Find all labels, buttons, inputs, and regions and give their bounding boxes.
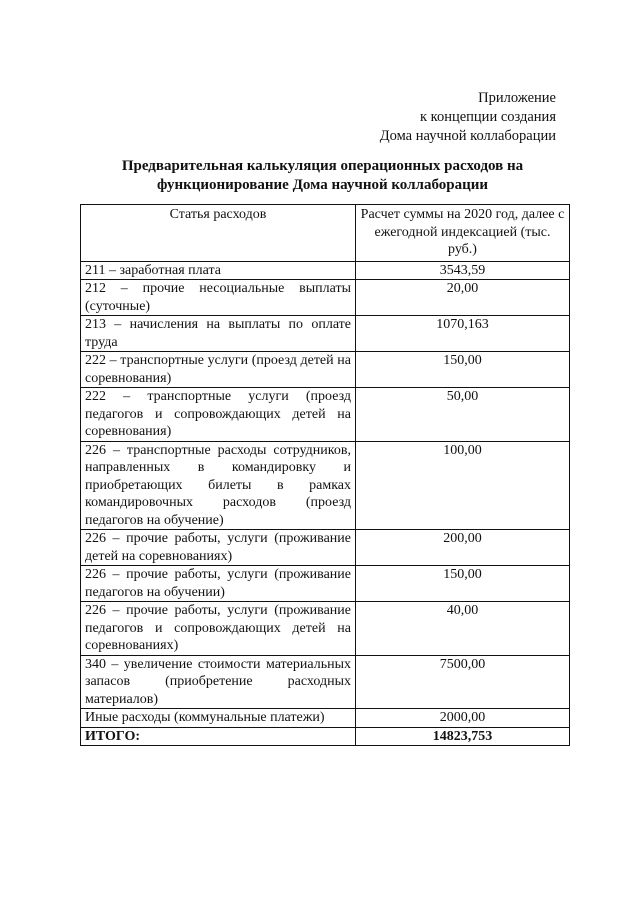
row-item: 226 – прочие работы, услуги (проживание педагогов и сопровождающих детей на соревнованиях): [81, 602, 356, 656]
row-amount: 2000,00: [356, 709, 570, 728]
row-amount: 200,00: [356, 530, 570, 566]
table-row: [81, 602, 570, 656]
appendix-note: [380, 89, 556, 146]
table-row: [81, 709, 570, 728]
row-amount: 150,00: [356, 352, 570, 388]
row-item: 222 – транспортные услуги (проезд детей на соревнования): [81, 352, 356, 388]
table-row: [81, 530, 570, 566]
row-amount: 3543,59: [356, 261, 570, 280]
row-item: 222 – транспортные услуги (проезд педагогов и сопровождающих детей на соревнования): [81, 388, 356, 442]
row-item: 340 – увеличение стоимости материальных запасов (приобретение расходных материалов): [81, 655, 356, 709]
row-amount: 50,00: [356, 388, 570, 442]
table-row: [81, 316, 570, 352]
appendix-line-2: к концепции создания: [419, 109, 556, 125]
row-item: 226 – прочие работы, услуги (проживание детей на соревнованиях): [81, 530, 356, 566]
row-item: Иные расходы (коммунальные платежи): [81, 709, 356, 728]
header-amount: Расчет суммы на 2020 год, далее с ежегодной индексацией (тыс. руб.): [356, 205, 570, 262]
row-item: 226 – прочие работы, услуги (проживание педагогов на обучении): [81, 566, 356, 602]
total-amount: 14823,753: [356, 727, 570, 746]
table-header-row: [81, 205, 570, 262]
table-row: [81, 441, 570, 530]
header-item: Статья расходов: [81, 205, 356, 262]
table-row: [81, 352, 570, 388]
total-label: ИТОГО:: [81, 727, 356, 746]
row-amount: 150,00: [356, 566, 570, 602]
title-line-1: Предварительная калькуляция операционных расходов на: [121, 158, 524, 174]
title-line-2: функционирование Дома научной коллаборации: [156, 177, 489, 193]
appendix-line-3: Дома научной коллаборации: [379, 128, 556, 144]
table-row: [81, 388, 570, 442]
table-row: [81, 655, 570, 709]
row-item: 211 – заработная плата: [81, 261, 356, 280]
row-amount: 20,00: [356, 280, 570, 316]
row-item: 213 – начисления на выплаты по оплате труда: [81, 316, 356, 352]
document-title: [80, 157, 565, 195]
row-item: 226 – транспортные расходы сотрудников, направленных в командировку и приобретающих билеты в рамках командировочных расходов (проезд педагогов на обучение): [81, 441, 356, 530]
expense-table: [80, 204, 570, 746]
row-amount: 7500,00: [356, 655, 570, 709]
row-item: 212 – прочие несоциальные выплаты (суточные): [81, 280, 356, 316]
row-amount: 1070,163: [356, 316, 570, 352]
table-row: [81, 280, 570, 316]
row-amount: 40,00: [356, 602, 570, 656]
row-amount: 100,00: [356, 441, 570, 530]
appendix-line-1: Приложение: [478, 90, 556, 106]
table-row: [81, 566, 570, 602]
table-row: [81, 261, 570, 280]
total-row: [81, 727, 570, 746]
